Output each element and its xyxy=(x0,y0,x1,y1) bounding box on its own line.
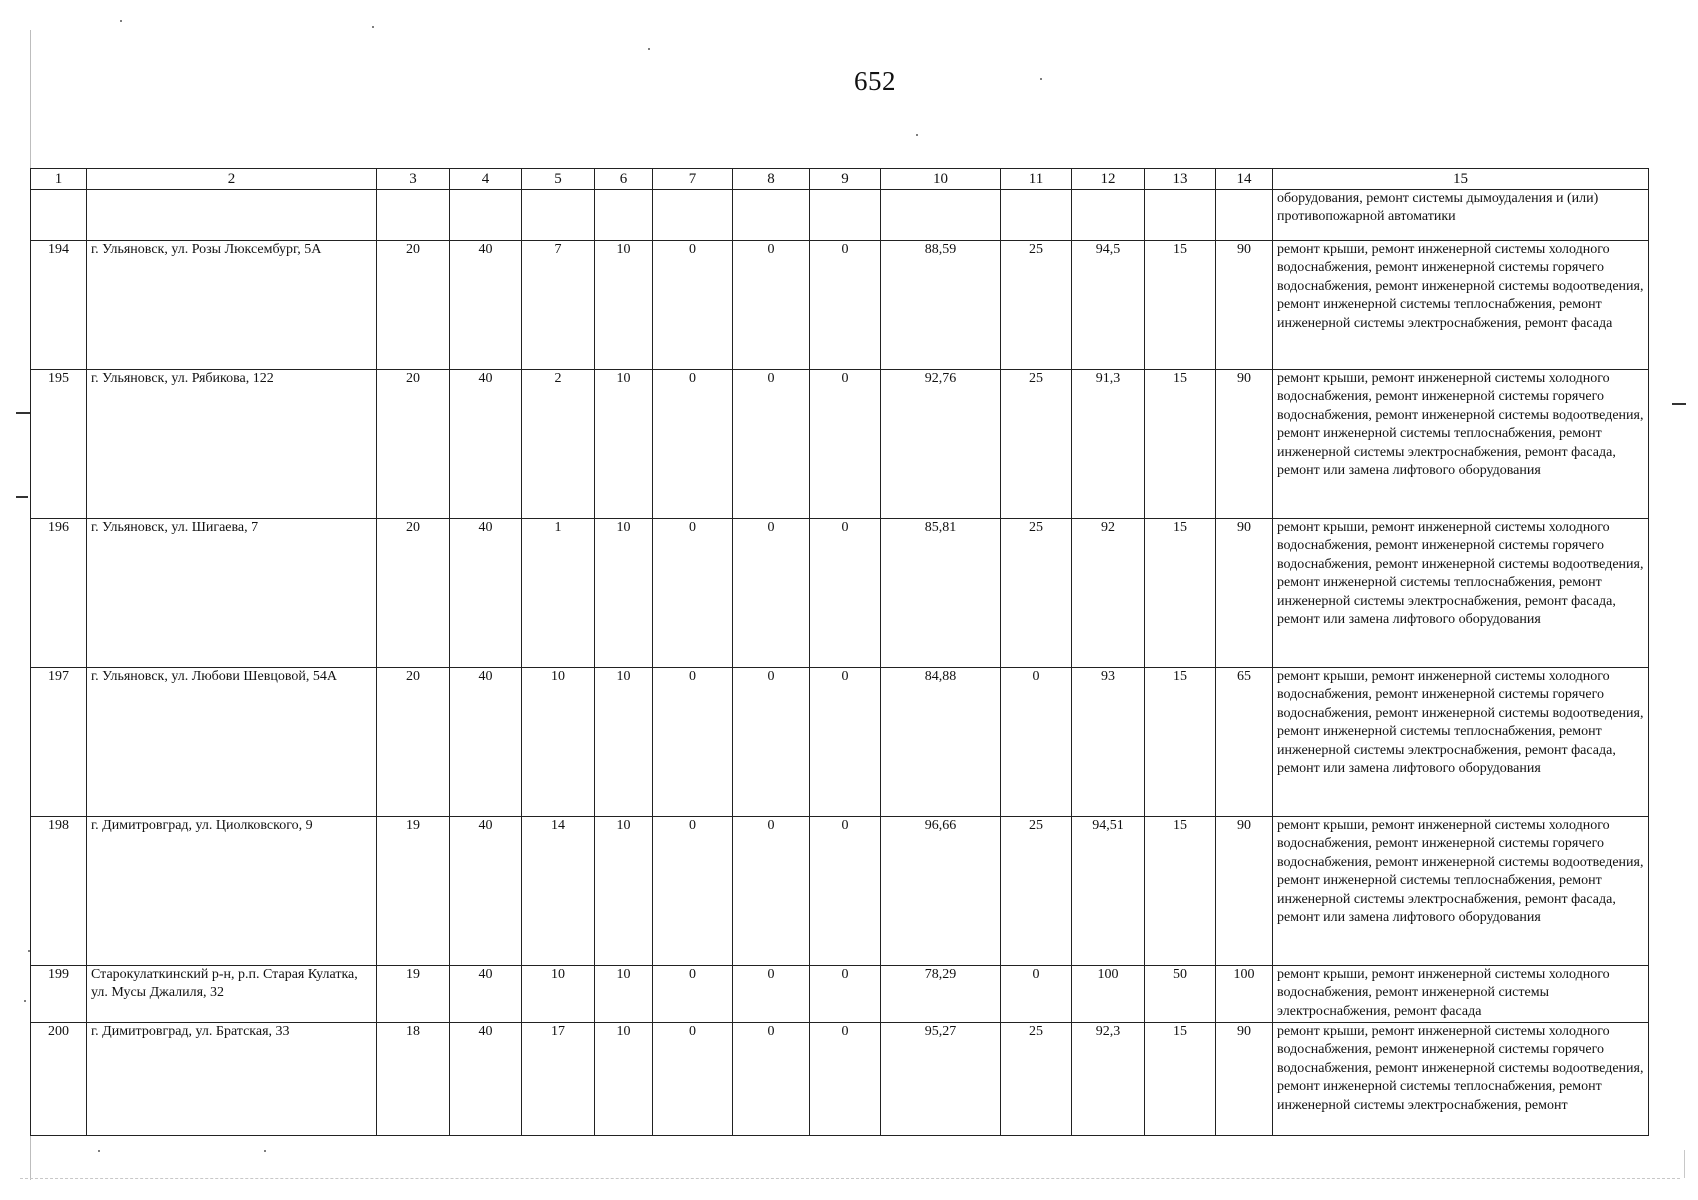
row-number: 197 xyxy=(31,668,87,817)
table-cell: 10 xyxy=(595,519,653,668)
table-cell: 19 xyxy=(377,817,450,966)
table-cell: 0 xyxy=(653,1023,733,1136)
repair-works-cell: ремонт крыши, ремонт инженерной системы холодного водоснабжения, ремонт инженерной системы горячего водоснабжения, ремонт инженерной системы водоотведения, ремонт инженерной системы теплоснабжения, ремонт инженерной системы электроснабжения, ремонт фасада, ремонт или замена лифтового оборудования xyxy=(1273,370,1649,519)
table-cell: 25 xyxy=(1001,241,1072,370)
table-cell xyxy=(1145,190,1216,241)
table-cell: 25 xyxy=(1001,817,1072,966)
table-cell xyxy=(450,190,522,241)
table-cell: 90 xyxy=(1216,519,1273,668)
table-cell: 100 xyxy=(1216,966,1273,1023)
table-cell: 10 xyxy=(595,370,653,519)
table-cell: 92,76 xyxy=(881,370,1001,519)
address-cell: г. Ульяновск, ул. Любови Шевцовой, 54А xyxy=(87,668,377,817)
scan-artifact xyxy=(120,20,122,22)
scan-artifact xyxy=(372,26,374,28)
address-cell: г. Димитровград, ул. Братская, 33 xyxy=(87,1023,377,1136)
table-cell: 25 xyxy=(1001,1023,1072,1136)
table-cell: 10 xyxy=(595,241,653,370)
scan-artifact xyxy=(24,1000,26,1002)
scan-bottom-edge xyxy=(20,1178,1680,1179)
table-cell xyxy=(733,190,810,241)
table-cell: 95,27 xyxy=(881,1023,1001,1136)
repair-works-cell: ремонт крыши, ремонт инженерной системы холодного водоснабжения, ремонт инженерной системы горячего водоснабжения, ремонт инженерной системы водоотведения, ремонт инженерной системы теплоснабжения, ремонт инженерной системы электроснабжения, ремонт xyxy=(1273,1023,1649,1136)
address-cell: г. Димитровград, ул. Циолковского, 9 xyxy=(87,817,377,966)
table-cell: 93 xyxy=(1072,668,1145,817)
table-cell: 84,88 xyxy=(881,668,1001,817)
table-cell: 0 xyxy=(810,966,881,1023)
table-cell: 0 xyxy=(653,668,733,817)
table-cell: 15 xyxy=(1145,668,1216,817)
table-cell: 15 xyxy=(1145,370,1216,519)
table-row xyxy=(31,370,1649,519)
scan-right-edge xyxy=(1684,1150,1685,1178)
table-cell: 0 xyxy=(653,241,733,370)
table-cell xyxy=(522,190,595,241)
table-cell: 20 xyxy=(377,241,450,370)
repair-works-cell: ремонт крыши, ремонт инженерной системы холодного водоснабжения, ремонт инженерной системы горячего водоснабжения, ремонт инженерной системы водоотведения, ремонт инженерной системы теплоснабжения, ремонт инженерной системы электроснабжения, ремонт фасада, ремонт или замена лифтового оборудования xyxy=(1273,668,1649,817)
table-cell: 0 xyxy=(733,966,810,1023)
scan-artifact xyxy=(916,134,918,136)
scan-artifact xyxy=(98,1150,100,1152)
table-cell: 0 xyxy=(733,370,810,519)
column-header: 8 xyxy=(733,169,810,190)
table-cell: 90 xyxy=(1216,241,1273,370)
table-cell: 40 xyxy=(450,817,522,966)
capital-repair-table xyxy=(30,168,1649,1136)
table-cell: 20 xyxy=(377,370,450,519)
table-cell: 40 xyxy=(450,519,522,668)
table-cell: 25 xyxy=(1001,519,1072,668)
table-cell: 17 xyxy=(522,1023,595,1136)
row-number: 196 xyxy=(31,519,87,668)
table-cell xyxy=(595,190,653,241)
table-cell xyxy=(1216,190,1273,241)
table-cell: 15 xyxy=(1145,519,1216,668)
scan-artifact xyxy=(648,48,650,50)
table-cell: 19 xyxy=(377,966,450,1023)
table-cell: 92,3 xyxy=(1072,1023,1145,1136)
table-cell xyxy=(31,190,87,241)
table-cell xyxy=(377,190,450,241)
column-header: 5 xyxy=(522,169,595,190)
table-cell: 0 xyxy=(653,519,733,668)
table-cell: 40 xyxy=(450,966,522,1023)
address-cell: Старокулаткинский р-н, р.п. Старая Кулатка, ул. Мусы Джалиля, 32 xyxy=(87,966,377,1023)
table-cell: 0 xyxy=(810,519,881,668)
scan-artifact xyxy=(264,1150,266,1152)
scan-artifact xyxy=(1672,403,1686,405)
table-cell: 25 xyxy=(1001,370,1072,519)
table-row xyxy=(31,668,1649,817)
column-header: 15 xyxy=(1273,169,1649,190)
table-cell xyxy=(653,190,733,241)
table-cell: 100 xyxy=(1072,966,1145,1023)
table-cell: 40 xyxy=(450,1023,522,1136)
table-cell: 85,81 xyxy=(881,519,1001,668)
table-cell: 0 xyxy=(733,668,810,817)
table-cell: 0 xyxy=(810,370,881,519)
table-cell: 2 xyxy=(522,370,595,519)
table-cell: 15 xyxy=(1145,1023,1216,1136)
row-number: 194 xyxy=(31,241,87,370)
scan-artifact xyxy=(16,412,30,414)
repair-works-cell: оборудования, ремонт системы дымоудаления и (или) противопожарной автоматики xyxy=(1273,190,1649,241)
address-cell: г. Ульяновск, ул. Рябикова, 122 xyxy=(87,370,377,519)
table-cell: 0 xyxy=(733,241,810,370)
table-cell: 14 xyxy=(522,817,595,966)
header-row xyxy=(31,169,1649,190)
repair-works-cell: ремонт крыши, ремонт инженерной системы холодного водоснабжения, ремонт инженерной системы горячего водоснабжения, ремонт инженерной системы водоотведения, ремонт инженерной системы теплоснабжения, ремонт инженерной системы электроснабжения, ремонт фасада, ремонт или замена лифтового оборудования xyxy=(1273,519,1649,668)
column-header: 13 xyxy=(1145,169,1216,190)
column-header: 2 xyxy=(87,169,377,190)
row-number: 200 xyxy=(31,1023,87,1136)
repair-works-cell: ремонт крыши, ремонт инженерной системы холодного водоснабжения, ремонт инженерной системы горячего водоснабжения, ремонт инженерной системы водоотведения, ремонт инженерной системы теплоснабжения, ремонт инженерной системы электроснабжения, ремонт фасада, ремонт или замена лифтового оборудования xyxy=(1273,817,1649,966)
table-row xyxy=(31,1023,1649,1136)
table-cell xyxy=(1001,190,1072,241)
table-cell: 20 xyxy=(377,668,450,817)
column-header: 9 xyxy=(810,169,881,190)
page-number: 652 xyxy=(854,66,896,96)
table-cell: 91,3 xyxy=(1072,370,1145,519)
table-cell: 10 xyxy=(595,668,653,817)
table-cell: 96,66 xyxy=(881,817,1001,966)
table-cell: 7 xyxy=(522,241,595,370)
column-header: 10 xyxy=(881,169,1001,190)
row-number: 198 xyxy=(31,817,87,966)
column-header: 14 xyxy=(1216,169,1273,190)
column-header: 11 xyxy=(1001,169,1072,190)
table-cell: 15 xyxy=(1145,241,1216,370)
table-cell: 10 xyxy=(595,817,653,966)
address-cell: г. Ульяновск, ул. Розы Люксембург, 5А xyxy=(87,241,377,370)
column-header: 3 xyxy=(377,169,450,190)
table-cell: 78,29 xyxy=(881,966,1001,1023)
address-cell: г. Ульяновск, ул. Шигаева, 7 xyxy=(87,519,377,668)
table-cell: 88,59 xyxy=(881,241,1001,370)
table-cell: 90 xyxy=(1216,817,1273,966)
table-cell: 0 xyxy=(733,1023,810,1136)
table-row xyxy=(31,817,1649,966)
column-header: 1 xyxy=(31,169,87,190)
repair-works-cell: ремонт крыши, ремонт инженерной системы холодного водоснабжения, ремонт инженерной системы электроснабжения, ремонт фасада xyxy=(1273,966,1649,1023)
table-cell: 15 xyxy=(1145,817,1216,966)
table-cell: 20 xyxy=(377,519,450,668)
table-cell: 0 xyxy=(810,668,881,817)
table-cell xyxy=(881,190,1001,241)
scan-artifact xyxy=(16,496,28,498)
table-cell: 94,5 xyxy=(1072,241,1145,370)
table-row xyxy=(31,519,1649,668)
table-cell xyxy=(810,190,881,241)
table-cell: 0 xyxy=(733,519,810,668)
table-cell: 40 xyxy=(450,668,522,817)
table-cell: 40 xyxy=(450,241,522,370)
table-cell: 65 xyxy=(1216,668,1273,817)
table-cell: 94,51 xyxy=(1072,817,1145,966)
column-header: 12 xyxy=(1072,169,1145,190)
table-cell: 0 xyxy=(1001,668,1072,817)
table-cell: 0 xyxy=(1001,966,1072,1023)
table-cell: 0 xyxy=(810,817,881,966)
table-cell xyxy=(87,190,377,241)
table-cell xyxy=(1072,190,1145,241)
table-cell: 18 xyxy=(377,1023,450,1136)
table-cell: 10 xyxy=(595,966,653,1023)
row-number: 199 xyxy=(31,966,87,1023)
row-number: 195 xyxy=(31,370,87,519)
table-cell: 0 xyxy=(810,1023,881,1136)
table-cell: 40 xyxy=(450,370,522,519)
table-cell: 50 xyxy=(1145,966,1216,1023)
table-cell: 90 xyxy=(1216,1023,1273,1136)
table-cell: 0 xyxy=(653,817,733,966)
table-row xyxy=(31,966,1649,1023)
table-cell: 0 xyxy=(653,370,733,519)
column-header: 7 xyxy=(653,169,733,190)
column-header: 6 xyxy=(595,169,653,190)
table-cell: 0 xyxy=(733,817,810,966)
table-cell: 92 xyxy=(1072,519,1145,668)
repair-works-cell: ремонт крыши, ремонт инженерной системы холодного водоснабжения, ремонт инженерной системы горячего водоснабжения, ремонт инженерной системы водоотведения, ремонт инженерной системы теплоснабжения, ремонт инженерной системы электроснабжения, ремонт фасада xyxy=(1273,241,1649,370)
continuation-row xyxy=(31,190,1649,241)
table-cell: 10 xyxy=(522,668,595,817)
table-cell: 90 xyxy=(1216,370,1273,519)
table-cell: 10 xyxy=(595,1023,653,1136)
table-row xyxy=(31,241,1649,370)
column-header: 4 xyxy=(450,169,522,190)
table-cell: 10 xyxy=(522,966,595,1023)
table-cell: 0 xyxy=(653,966,733,1023)
table-cell: 1 xyxy=(522,519,595,668)
table-cell: 0 xyxy=(810,241,881,370)
